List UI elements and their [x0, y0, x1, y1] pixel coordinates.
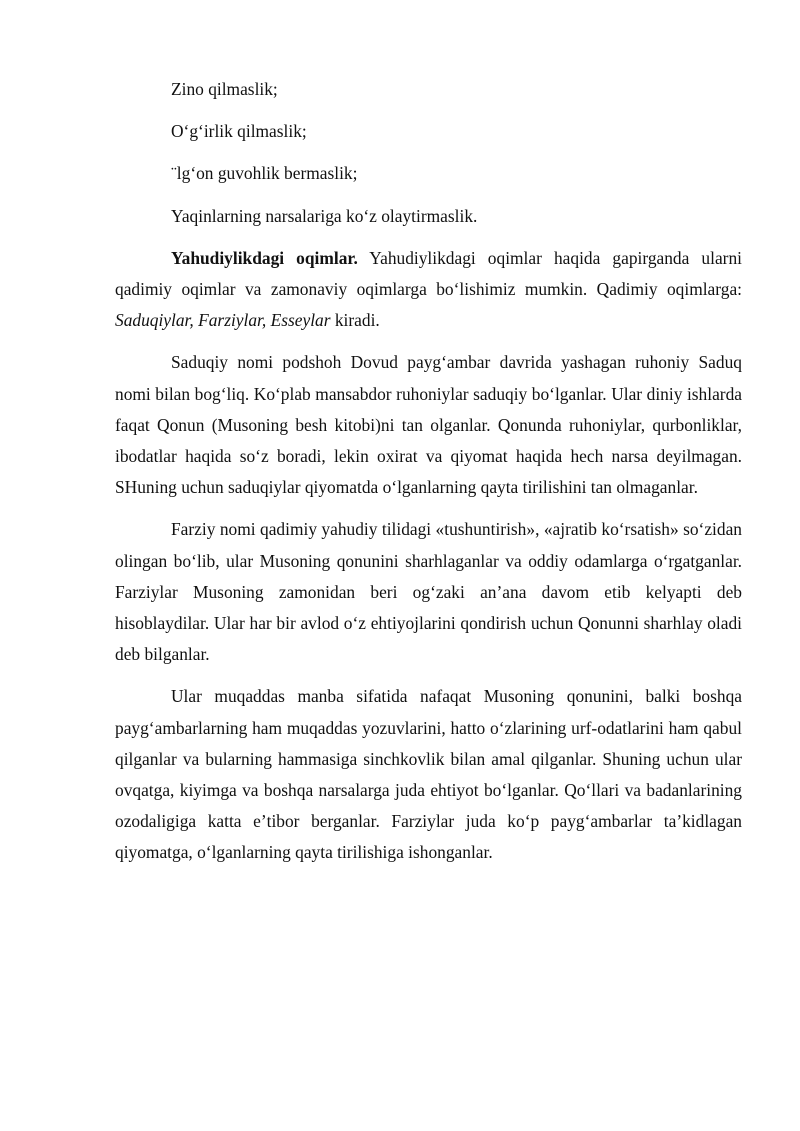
term-farziylar: Farziylar: [198, 310, 262, 331]
list-item: ¨lgʻon guvohlik bermaslik;: [171, 163, 358, 184]
paragraph-farziy: Farziy nomi qadimiy yahudiy tilidagi «tushuntirish», «ajratib koʻrsatish» soʻzidan olingan boʻlib, ular Musoning qonunini sharhlaganlar va oddiy odamlarga oʻrgatganlar. Farziylar Musoning zamonidan beri ogʻzaki anʼana davom etib kelyapti deb hisoblaydilar. Ular har bir avlod oʻz ehtiyojlarini qondirish uchun Qonunni sharhlay oladi deb bilganlar.: [115, 519, 742, 665]
paragraph-oqimlar: [115, 243, 742, 337]
section-heading: Yahudiylikdagi oqimlar.: [171, 247, 358, 268]
separator: ,: [189, 310, 199, 331]
paragraph-ular: Ular muqaddas manba sifatida nafaqat Musoning qonunini, balki boshqa paygʻambarlarning ham muqaddas yozuvlarini, hatto oʻzlarining urf-odatlarini ham qabul qilganlar va bularning hammasiga sinchkovlik bilan amal qilganlar. Shuning uchun ular ovqatga, kiyimga va boshqa narsalarga juda ehtiyot boʻlganlar. Qoʻllari va badanlarining ozodaligiga katta eʼtibor berganlar. Farziylar juda koʻp paygʻambarlar taʼkidlagan qiyomatga, oʻlganlarning qayta tirilishiga ishonganlar.: [115, 686, 742, 863]
separator: ,: [261, 310, 271, 331]
list-item: Zino qilmaslik;: [171, 79, 278, 99]
paragraph-tail: kiradi.: [330, 310, 380, 331]
term-saduqiylar: Saduqiylar: [115, 310, 190, 331]
list-item: Yaqinlarning narsalariga koʻz olaytirmaslik.: [171, 205, 478, 226]
paragraph-text: Yahudiylikdagi oqimlar haqida gapirganda ularni qadimiy oqimlar va zamonaviy oqimlarga boʻlishimiz mumkin. Qadimiy oqimlarga:: [115, 247, 742, 300]
list-item: Oʻgʻirlik qilmaslik;: [171, 121, 307, 142]
term-esseylar: Esseylar: [270, 310, 331, 331]
paragraph-saduqiy: Saduqiy nomi podshoh Dovud paygʻambar davrida yashagan ruhoniy Saduq nomi bilan bogʻliq. Koʻplab mansabdor ruhoniylar saduqiy boʻlganlar. Ular diniy ishlarda faqat Qonun (Musoning besh kitobi)ni tan olganlar. Qonunda ruhoniylar, qurbonliklar, ibodatlar haqida soʻz boradi, lekin oxirat va qiyomat haqida hech narsa deyilmagan. SHuning uchun saduqiylar qiyomatda oʻlganlarning qayta tirilishini tan olmaganlar.: [115, 352, 742, 498]
document-body: [115, 74, 742, 880]
